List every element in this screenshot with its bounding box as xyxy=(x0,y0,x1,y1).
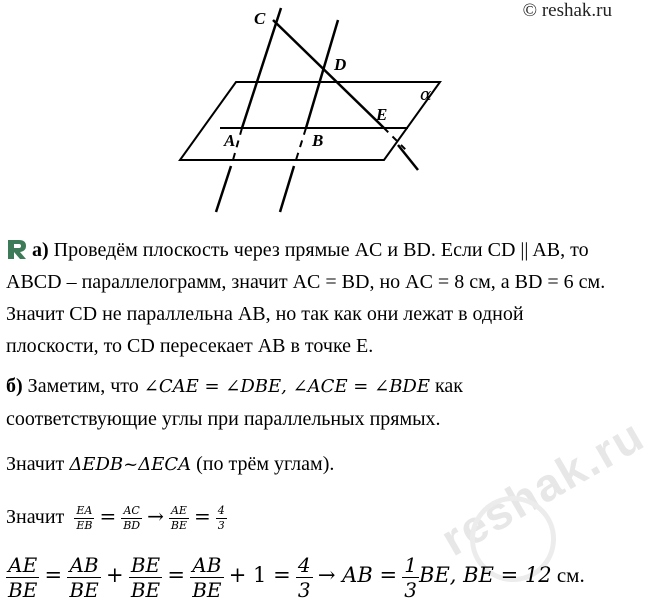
ratio-pre: Значит xyxy=(6,506,65,528)
fraction-numerator: 1 xyxy=(404,552,418,577)
label-d: D xyxy=(334,55,347,74)
part-b-pre: Заметим, что xyxy=(27,375,139,397)
fraction-numerator: 4 xyxy=(217,503,225,517)
line-bd-upper xyxy=(306,20,338,128)
fraction-be-be xyxy=(129,553,162,602)
part-b-paragraph xyxy=(6,370,616,435)
watermark-text: reshak.ru xyxy=(432,408,654,566)
fraction-ea-eb xyxy=(74,504,94,533)
line-ce xyxy=(273,20,384,128)
fraction-numerator: AC xyxy=(121,504,142,519)
fraction-4-3 xyxy=(216,504,227,533)
final-unit: см. xyxy=(556,563,585,587)
fraction-denominator: BD xyxy=(123,518,141,532)
label-a: A xyxy=(224,131,236,150)
reshak-logo-icon xyxy=(6,238,28,260)
label-b: B xyxy=(312,131,324,150)
fraction-denominator: BE xyxy=(130,577,161,602)
line-bd-lower xyxy=(280,166,294,212)
part-a-paragraph xyxy=(6,234,616,362)
similarity-line xyxy=(6,448,616,481)
final-line: $\frac{AE}{BE}$ = $\frac{AB}{BE}$ + $\frac{BE}{BE}$ = $\frac{AB}{BE}$ + 1 = $\frac{4}{3}$ → AB = $\frac{1}{3}$ BE, BE = 12 см. xyxy=(8,552,585,602)
fraction-denominator: BE xyxy=(170,518,187,532)
fraction-ab-be-2 xyxy=(190,553,223,602)
fraction-ae-be-large xyxy=(6,553,39,602)
fraction-4-3-large xyxy=(296,553,313,602)
fraction-ab-be xyxy=(67,553,100,602)
part-b-marker: б) xyxy=(6,375,23,397)
label-alpha: α xyxy=(420,85,432,105)
fraction-numerator: AE xyxy=(6,553,39,578)
fraction-denominator: BE xyxy=(8,577,38,602)
fraction-numerator: AE xyxy=(169,504,189,519)
fraction-ac-bd xyxy=(121,504,142,533)
fraction-numerator: 4 xyxy=(297,552,311,577)
fraction-denominator: BE xyxy=(69,577,99,602)
ratio-line: Значит $\frac{EA}{EB}$ = $\frac{AC}{BD}$ → $\frac{AE}{BE}$ = $\frac{4}{3}$ xyxy=(6,503,225,532)
fraction-denominator: 3 xyxy=(404,577,418,602)
line-ce-dashed xyxy=(384,128,406,150)
line-ac-lower xyxy=(216,166,231,212)
similarity-pre: Значит xyxy=(6,453,65,475)
fraction-numerator: AB xyxy=(190,553,223,578)
final-tail: BE, BE = 12 xyxy=(419,563,552,587)
arrow-ab: → AB = xyxy=(317,563,398,587)
part-b-post: как соответствующие углы при параллельных прямых. xyxy=(6,375,464,430)
fraction-denominator: 3 xyxy=(297,577,311,602)
geometry-figure xyxy=(170,0,460,225)
fraction-numerator: BE xyxy=(130,552,161,577)
plus-one: + 1 = xyxy=(228,563,291,587)
fraction-denominator: 3 xyxy=(217,518,225,532)
line-bd-dashed xyxy=(296,128,306,160)
fraction-1-3 xyxy=(402,553,419,602)
label-e: E xyxy=(376,105,388,124)
part-a-text: Проведём плоскость через прямые AC и BD. Если CD || AB, то ABCD – параллелограмм, значит AC = BD, но AC = 8 см, а BD = 6 см. Значит CD не параллельна AB, но так как они лежат в одной плоскости, то CD пересекает AB в точке E. xyxy=(6,239,606,357)
fraction-ae-be xyxy=(169,504,189,533)
copyright-text: © reshak.ru xyxy=(522,0,612,21)
similarity-post: (по трём углам). xyxy=(196,453,335,475)
fraction-denominator: BE xyxy=(192,577,222,602)
similarity-formula: ΔEDB~ΔECA xyxy=(69,454,192,475)
fraction-denominator: EB xyxy=(76,518,93,532)
fraction-numerator: EA xyxy=(74,504,94,519)
label-c: C xyxy=(254,9,266,28)
part-b-formula: ∠CAE = ∠DBE, ∠ACE = ∠BDE xyxy=(143,376,430,397)
part-a-marker: а) xyxy=(32,239,49,261)
line-ce-lower xyxy=(398,145,418,170)
fraction-numerator: AB xyxy=(67,553,100,578)
